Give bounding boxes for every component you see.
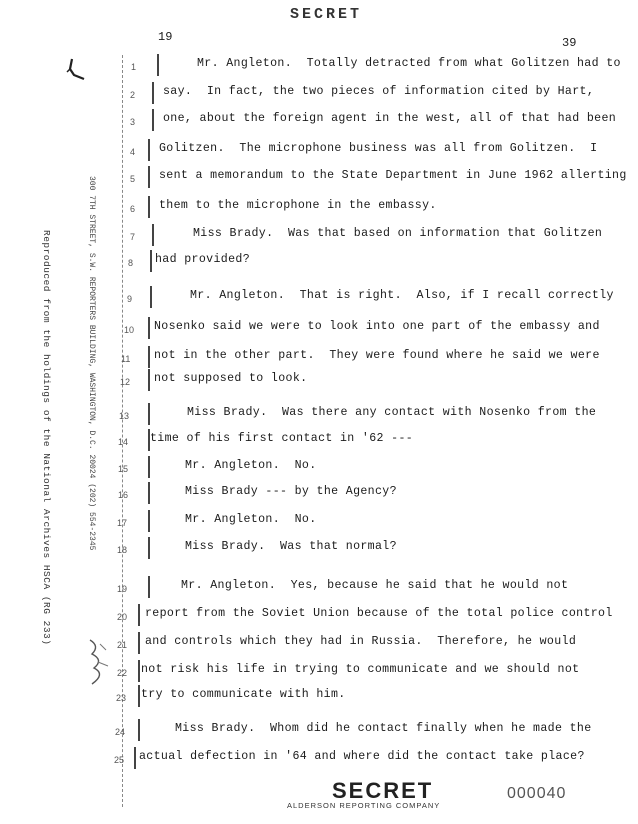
document-number: 000040	[507, 785, 567, 802]
archive-stamp-mark	[86, 636, 112, 690]
line-rule	[148, 456, 150, 478]
line-number: 11	[121, 354, 131, 364]
archive-note: Reproduced from the holdings of the National Archives HSCA (RG 233)	[41, 230, 52, 646]
transcript-line: time of his first contact in '62 ---	[150, 432, 414, 445]
line-rule	[157, 54, 159, 76]
line-number: 8	[128, 258, 134, 268]
line-rule	[148, 369, 150, 391]
line-number: 10	[124, 325, 135, 335]
line-number: 22	[117, 668, 128, 678]
line-number: 16	[118, 490, 129, 500]
line-number: 20	[117, 612, 128, 622]
line-rule	[148, 346, 150, 368]
line-rule	[134, 747, 136, 769]
line-rule	[148, 510, 150, 532]
transcript-line: Mr. Angleton. No.	[185, 513, 317, 526]
line-rule	[148, 403, 150, 425]
line-number: 15	[118, 464, 129, 474]
reporter-address: 300 7TH STREET, S.W. REPORTERS BUILDING, WASHINGTON, D.C. 20024 (202) 554-2345	[87, 176, 96, 551]
transcript-line: Mr. Angleton. That is right. Also, if I recall correctly	[190, 289, 614, 302]
line-number: 4	[130, 147, 136, 157]
line-number: 12	[120, 377, 131, 387]
transcript-line: Miss Brady. Was that based on information that Golitzen	[193, 227, 603, 240]
line-number: 18	[117, 545, 128, 555]
transcript-line: try to communicate with him.	[141, 688, 346, 701]
transcript-line: Miss Brady. Was that normal?	[185, 540, 397, 553]
transcript-line: Mr. Angleton. Totally detracted from what Golitzen had to	[197, 57, 621, 70]
line-number: 6	[130, 204, 136, 214]
line-rule	[150, 286, 152, 308]
line-number: 7	[130, 232, 136, 242]
transcript-line: Miss Brady. Was there any contact with Nosenko from the	[187, 406, 597, 419]
transcript-line: one, about the foreign agent in the west, all of that had been	[163, 112, 617, 125]
transcript-line: Mr. Angleton. Yes, because he said that he would not	[181, 579, 569, 592]
line-rule	[148, 537, 150, 559]
line-rule	[148, 196, 150, 218]
line-rule	[138, 719, 140, 741]
page-number-left: 19	[158, 30, 173, 44]
transcript-line: not in the other part. They were found where he said we were	[154, 349, 600, 362]
line-number: 21	[117, 640, 128, 650]
transcript-line: report from the Soviet Union because of the total police control	[145, 607, 613, 620]
line-rule	[138, 604, 140, 626]
transcript-line: and controls which they had in Russia. Therefore, he would	[145, 635, 577, 648]
transcript-line: actual defection in '64 and where did the contact take place?	[139, 750, 585, 763]
transcript-line: say. In fact, the two pieces of information cited by Hart,	[163, 85, 595, 98]
transcript-line: them to the microphone in the embassy.	[159, 199, 437, 212]
footer-secret-stamp: SECRET	[332, 778, 434, 803]
line-rule	[148, 317, 150, 339]
line-number: 23	[116, 693, 127, 703]
line-rule	[152, 109, 154, 131]
line-rule	[148, 576, 150, 598]
line-number: 13	[119, 411, 130, 421]
line-rule	[138, 632, 140, 654]
line-rule	[152, 82, 154, 104]
line-number: 3	[130, 117, 136, 127]
line-rule	[148, 166, 150, 188]
line-number: 14	[118, 437, 129, 447]
transcript-line: Mr. Angleton. No.	[185, 459, 317, 472]
transcript-line: Nosenko said we were to look into one part of the embassy and	[154, 320, 600, 333]
line-rule	[138, 660, 140, 682]
line-number: 19	[117, 584, 128, 594]
transcript-line: not supposed to look.	[154, 372, 308, 385]
line-number: 17	[117, 518, 128, 528]
transcript-line: Golitzen. The microphone business was all from Golitzen. I	[159, 142, 598, 155]
header-classification-stamp: SECRET	[290, 6, 363, 23]
transcript-line: Miss Brady --- by the Agency?	[185, 485, 397, 498]
handwritten-mark	[64, 55, 94, 85]
transcript-line: had provided?	[155, 253, 250, 266]
transcript-line: not risk his life in trying to communicate and we should not	[141, 663, 580, 676]
line-rule	[152, 224, 154, 246]
line-number: 1	[131, 62, 137, 72]
line-number: 25	[114, 755, 125, 765]
line-number: 9	[127, 294, 133, 304]
line-rule	[148, 139, 150, 161]
line-rule	[150, 250, 152, 272]
reporter-name: ALDERSON REPORTING COMPANY	[287, 801, 441, 810]
line-number: 24	[115, 727, 126, 737]
line-number: 5	[130, 174, 136, 184]
line-rule	[138, 685, 140, 707]
line-number: 2	[130, 90, 136, 100]
transcript-line: sent a memorandum to the State Department in June 1962 allerting	[159, 169, 627, 182]
page-number-right: 39	[562, 36, 577, 50]
line-rule	[148, 482, 150, 504]
transcript-line: Miss Brady. Whom did he contact finally when he made the	[175, 722, 592, 735]
